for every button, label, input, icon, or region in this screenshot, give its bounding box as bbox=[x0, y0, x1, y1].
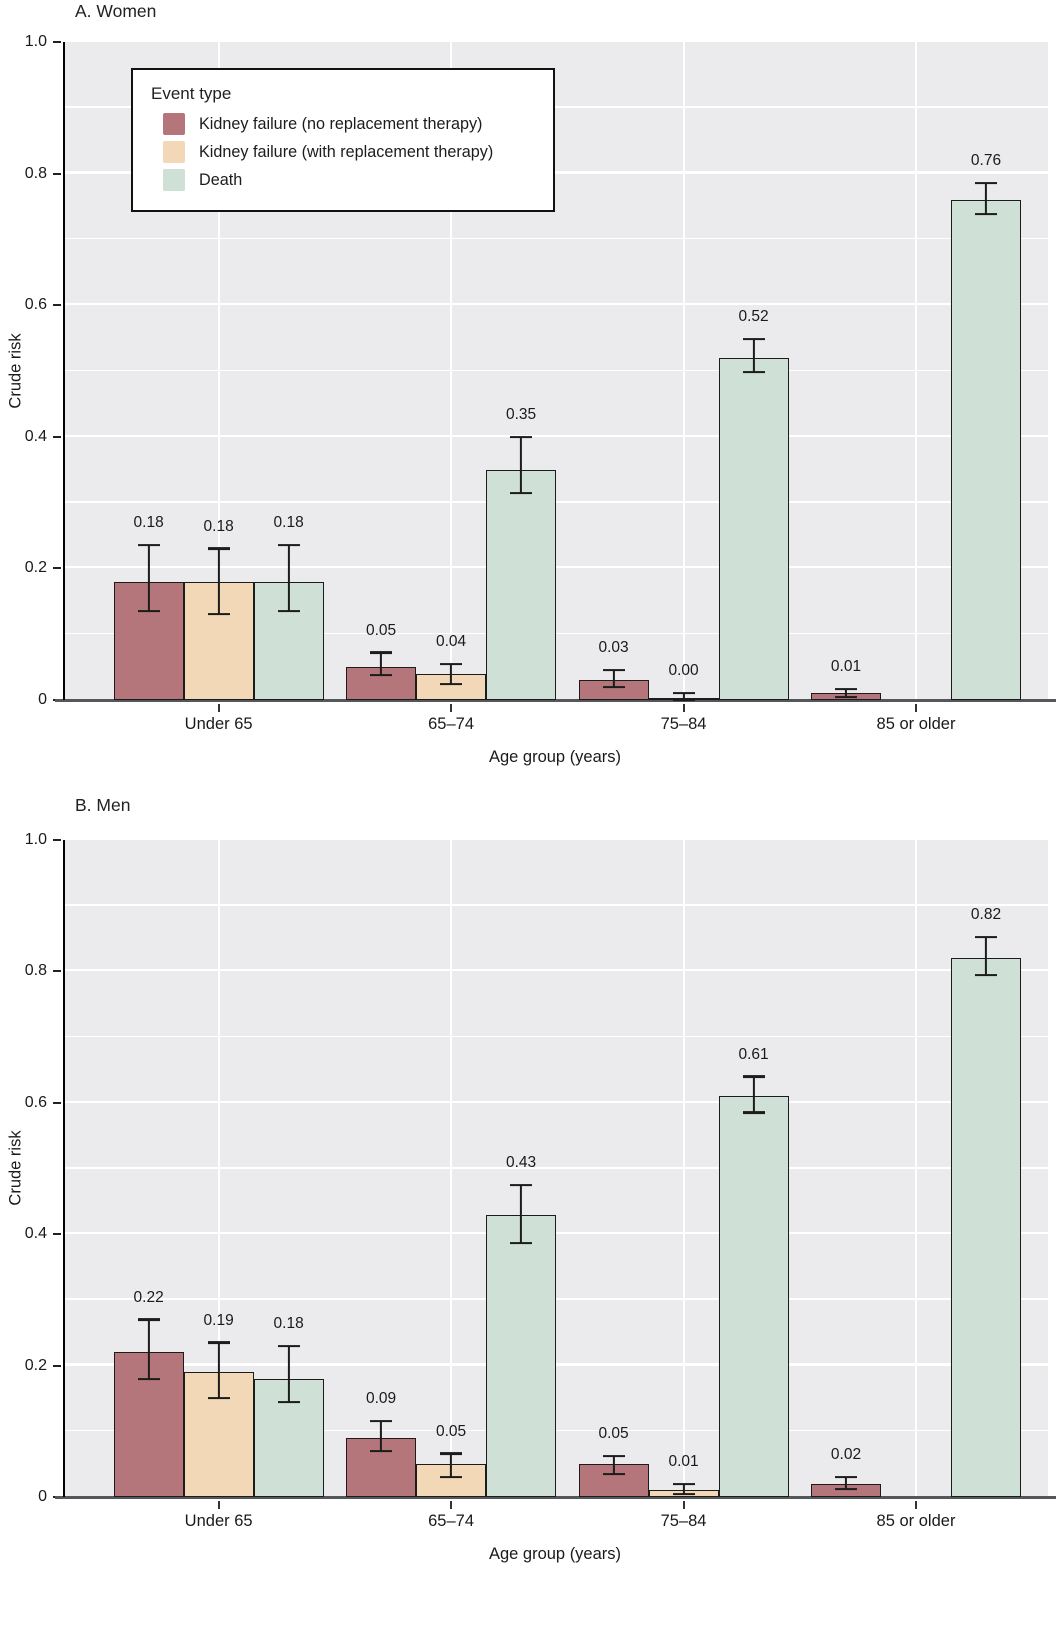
bar-slot bbox=[486, 840, 556, 1497]
error-bar bbox=[148, 545, 150, 611]
bar-slot bbox=[184, 840, 254, 1497]
plot-area bbox=[63, 42, 1048, 700]
error-bar-cap-bottom bbox=[835, 696, 857, 698]
legend-swatch-death bbox=[163, 169, 185, 191]
panel-men bbox=[0, 795, 1064, 1625]
bar-value-label: 0.35 bbox=[505, 405, 537, 423]
y-tick-mark bbox=[53, 304, 61, 306]
y-tick-mark bbox=[53, 839, 61, 841]
x-tick-label: 65–74 bbox=[428, 1512, 475, 1530]
error-bar-cap-bottom bbox=[975, 974, 997, 976]
y-tick-mark bbox=[53, 1102, 61, 1104]
error-bar-cap-bottom bbox=[510, 1242, 532, 1244]
bar-value-label: 0.18 bbox=[203, 517, 234, 535]
error-bar-cap-top bbox=[673, 1483, 695, 1485]
legend-item-label: Death bbox=[199, 170, 243, 189]
bar-value-label: 0.09 bbox=[365, 1390, 397, 1408]
y-tick-label: 1.0 bbox=[24, 33, 47, 50]
bar-slot bbox=[951, 42, 1021, 700]
panel-women bbox=[0, 0, 1064, 785]
error-bar-cap-bottom bbox=[743, 1112, 765, 1114]
error-bar-cap-top bbox=[278, 1345, 300, 1347]
x-tick-label: 75–84 bbox=[660, 715, 707, 733]
error-bar bbox=[148, 1320, 150, 1379]
error-bar bbox=[450, 1454, 452, 1478]
bar-value-label: 0.05 bbox=[365, 621, 397, 639]
bar-slot bbox=[719, 42, 789, 700]
bar bbox=[719, 1096, 789, 1497]
error-bar-cap-top bbox=[208, 1342, 230, 1344]
y-tick-label: 0 bbox=[38, 691, 47, 708]
y-tick-mark bbox=[53, 1233, 61, 1235]
error-bar-cap-bottom bbox=[835, 1488, 857, 1490]
bar-slot bbox=[881, 42, 951, 700]
x-tick-mark bbox=[683, 1501, 685, 1509]
bars-row bbox=[811, 840, 1021, 1497]
x-tick-mark bbox=[915, 1501, 917, 1509]
error-bar-cap-bottom bbox=[278, 610, 300, 612]
bar bbox=[951, 958, 1021, 1497]
plot-area bbox=[63, 840, 1048, 1497]
legend-item-label: Kidney failure (with replacement therapy) bbox=[199, 142, 494, 161]
error-bar-cap-top bbox=[743, 338, 765, 340]
bar-slot bbox=[579, 840, 649, 1497]
panel-title: A. Women bbox=[75, 1, 157, 21]
bar-slot bbox=[114, 840, 184, 1497]
error-bar-cap-top bbox=[743, 1075, 765, 1077]
y-tick-label: 0.4 bbox=[24, 1225, 47, 1243]
error-bar bbox=[612, 670, 614, 687]
error-bar-cap-top bbox=[510, 1184, 532, 1186]
error-bar-cap-bottom bbox=[603, 1473, 625, 1475]
x-axis-label: Age group (years) bbox=[488, 748, 622, 766]
y-tick-label: 0.2 bbox=[24, 1356, 47, 1374]
bar-value-label: 0.76 bbox=[970, 152, 1002, 170]
panel-title: B. Men bbox=[75, 795, 131, 815]
error-bar bbox=[520, 437, 522, 493]
error-bar-cap-bottom bbox=[603, 686, 625, 688]
x-axis-label: Age group (years) bbox=[488, 1545, 622, 1563]
bar-value-label: 0.22 bbox=[133, 1288, 164, 1306]
error-bar-cap-bottom bbox=[673, 699, 695, 701]
bar-value-label: 0.05 bbox=[598, 1425, 629, 1443]
error-bar-cap-top bbox=[835, 688, 857, 690]
bar-slot bbox=[881, 840, 951, 1497]
error-bar-cap-top bbox=[835, 1476, 857, 1478]
error-bar bbox=[380, 1421, 382, 1451]
error-bar bbox=[985, 183, 987, 214]
bar-value-label: 0.05 bbox=[435, 1422, 467, 1440]
bar-slot bbox=[811, 840, 881, 1497]
bar-value-label: 0.82 bbox=[970, 906, 1002, 924]
error-bar-cap-top bbox=[603, 669, 625, 671]
y-tick-label: 0.6 bbox=[24, 296, 47, 314]
error-bar bbox=[288, 545, 290, 611]
bar-slot bbox=[811, 42, 881, 700]
error-bar-cap-top bbox=[603, 1455, 625, 1457]
bar-value-label: 0.43 bbox=[505, 1153, 537, 1171]
bar-value-label: 0.18 bbox=[273, 514, 304, 532]
bar-value-label: 0.00 bbox=[668, 662, 699, 680]
error-bar-cap-top bbox=[673, 692, 695, 694]
bar-value-label: 0.52 bbox=[738, 308, 769, 326]
error-bar-cap-bottom bbox=[370, 1450, 392, 1452]
error-bar bbox=[218, 1343, 220, 1399]
bar-value-label: 0.01 bbox=[830, 657, 862, 675]
error-bar-cap-bottom bbox=[440, 683, 462, 685]
error-bar-cap-top bbox=[138, 1319, 160, 1321]
error-bar-cap-top bbox=[975, 182, 997, 184]
error-bar-cap-bottom bbox=[510, 492, 532, 494]
error-bar bbox=[985, 937, 987, 974]
y-tick-label: 1.0 bbox=[24, 831, 47, 848]
bar-value-label: 0.01 bbox=[668, 1452, 699, 1470]
y-tick-mark bbox=[53, 436, 61, 438]
bar-slot bbox=[579, 42, 649, 700]
error-bar bbox=[450, 664, 452, 684]
error-bar-cap-bottom bbox=[138, 610, 160, 612]
error-bar bbox=[218, 549, 220, 615]
y-axis bbox=[0, 33, 63, 708]
bar-value-label: 0.18 bbox=[273, 1314, 304, 1332]
error-bar bbox=[752, 339, 754, 372]
bar bbox=[951, 200, 1021, 700]
error-bar-cap-bottom bbox=[673, 1493, 695, 1495]
error-bar bbox=[612, 1456, 614, 1474]
bar-slot bbox=[346, 840, 416, 1497]
error-bar-cap-bottom bbox=[208, 1397, 230, 1399]
x-tick-label: 65–74 bbox=[428, 715, 475, 733]
bar-value-label: 0.02 bbox=[830, 1446, 862, 1464]
error-bar-cap-top bbox=[138, 544, 160, 546]
x-tick-label: Under 65 bbox=[184, 1512, 253, 1530]
x-tick-mark bbox=[450, 1501, 452, 1509]
error-bar-cap-top bbox=[975, 936, 997, 938]
y-axis-line bbox=[63, 840, 65, 1497]
x-tick-mark bbox=[915, 704, 917, 712]
error-bar-cap-top bbox=[510, 436, 532, 438]
error-bar-cap-bottom bbox=[743, 371, 765, 373]
x-tick-label: 75–84 bbox=[660, 1512, 707, 1530]
bar-value-label: 0.18 bbox=[133, 514, 164, 532]
bar-slot bbox=[719, 840, 789, 1497]
legend-item bbox=[163, 113, 537, 135]
y-axis bbox=[0, 831, 63, 1505]
x-tick-mark bbox=[450, 704, 452, 712]
bar-slot bbox=[416, 840, 486, 1497]
error-bar-cap-bottom bbox=[370, 674, 392, 676]
legend-swatch-kidney-failure-no-rt bbox=[163, 113, 185, 135]
error-bar-cap-top bbox=[208, 548, 230, 550]
x-tick-mark bbox=[218, 1501, 220, 1509]
x-axis bbox=[63, 1499, 1048, 1545]
legend-item bbox=[163, 141, 537, 163]
error-bar bbox=[288, 1346, 290, 1402]
y-tick-label: 0.8 bbox=[24, 962, 47, 980]
x-tick-label: 85 or older bbox=[876, 1512, 956, 1530]
x-axis bbox=[63, 702, 1048, 748]
bar bbox=[719, 358, 789, 700]
y-tick-label: 0 bbox=[38, 1488, 47, 1505]
legend-item-label: Kidney failure (no replacement therapy) bbox=[199, 114, 483, 133]
y-tick-label: 0.6 bbox=[24, 1093, 47, 1111]
y-tick-label: 0.4 bbox=[24, 427, 47, 445]
bars-row bbox=[811, 42, 1021, 700]
bar-value-label: 0.04 bbox=[435, 633, 467, 651]
legend-swatch-kidney-failure-with-rt bbox=[163, 141, 185, 163]
bar-value-label: 0.61 bbox=[738, 1045, 769, 1063]
error-bar-cap-top bbox=[440, 663, 462, 665]
y-tick-mark bbox=[53, 567, 61, 569]
bars-row bbox=[579, 42, 789, 700]
y-tick-label: 0.2 bbox=[24, 559, 47, 577]
y-tick-mark bbox=[53, 970, 61, 972]
error-bar bbox=[752, 1077, 754, 1113]
error-bar-cap-bottom bbox=[975, 213, 997, 215]
x-tick-label: Under 65 bbox=[184, 715, 253, 733]
error-bar bbox=[520, 1185, 522, 1243]
x-tick-mark bbox=[218, 704, 220, 712]
error-bar-cap-top bbox=[370, 652, 392, 654]
error-bar-cap-bottom bbox=[440, 1476, 462, 1478]
x-tick-mark bbox=[683, 704, 685, 712]
bar bbox=[486, 470, 556, 700]
bar-slot bbox=[254, 840, 324, 1497]
y-tick-mark bbox=[53, 173, 61, 175]
legend-title: Event type bbox=[151, 84, 232, 103]
bar-value-label: 0.19 bbox=[203, 1311, 234, 1329]
bar bbox=[486, 1215, 556, 1498]
y-tick-mark bbox=[53, 1365, 61, 1367]
error-bar bbox=[380, 653, 382, 675]
legend-item bbox=[163, 169, 537, 191]
y-axis-line bbox=[63, 42, 65, 700]
error-bar-cap-bottom bbox=[138, 1378, 160, 1380]
bar-slot bbox=[649, 42, 719, 700]
error-bar-cap-bottom bbox=[208, 613, 230, 615]
y-tick-label: 0.8 bbox=[24, 164, 47, 182]
error-bar-cap-top bbox=[370, 1420, 392, 1422]
bar-slot bbox=[649, 840, 719, 1497]
legend bbox=[131, 68, 555, 212]
bar-slot bbox=[951, 840, 1021, 1497]
bar-value-label: 0.03 bbox=[598, 638, 629, 656]
error-bar-cap-top bbox=[278, 544, 300, 546]
y-axis-label: Crude risk bbox=[6, 1130, 25, 1206]
y-tick-mark bbox=[53, 41, 61, 43]
bars-row bbox=[114, 840, 324, 1497]
bars-row bbox=[579, 840, 789, 1497]
bars-row bbox=[346, 840, 556, 1497]
y-axis-label: Crude risk bbox=[6, 333, 25, 409]
x-tick-label: 85 or older bbox=[876, 715, 956, 733]
error-bar-cap-top bbox=[440, 1453, 462, 1455]
error-bar-cap-bottom bbox=[278, 1401, 300, 1403]
